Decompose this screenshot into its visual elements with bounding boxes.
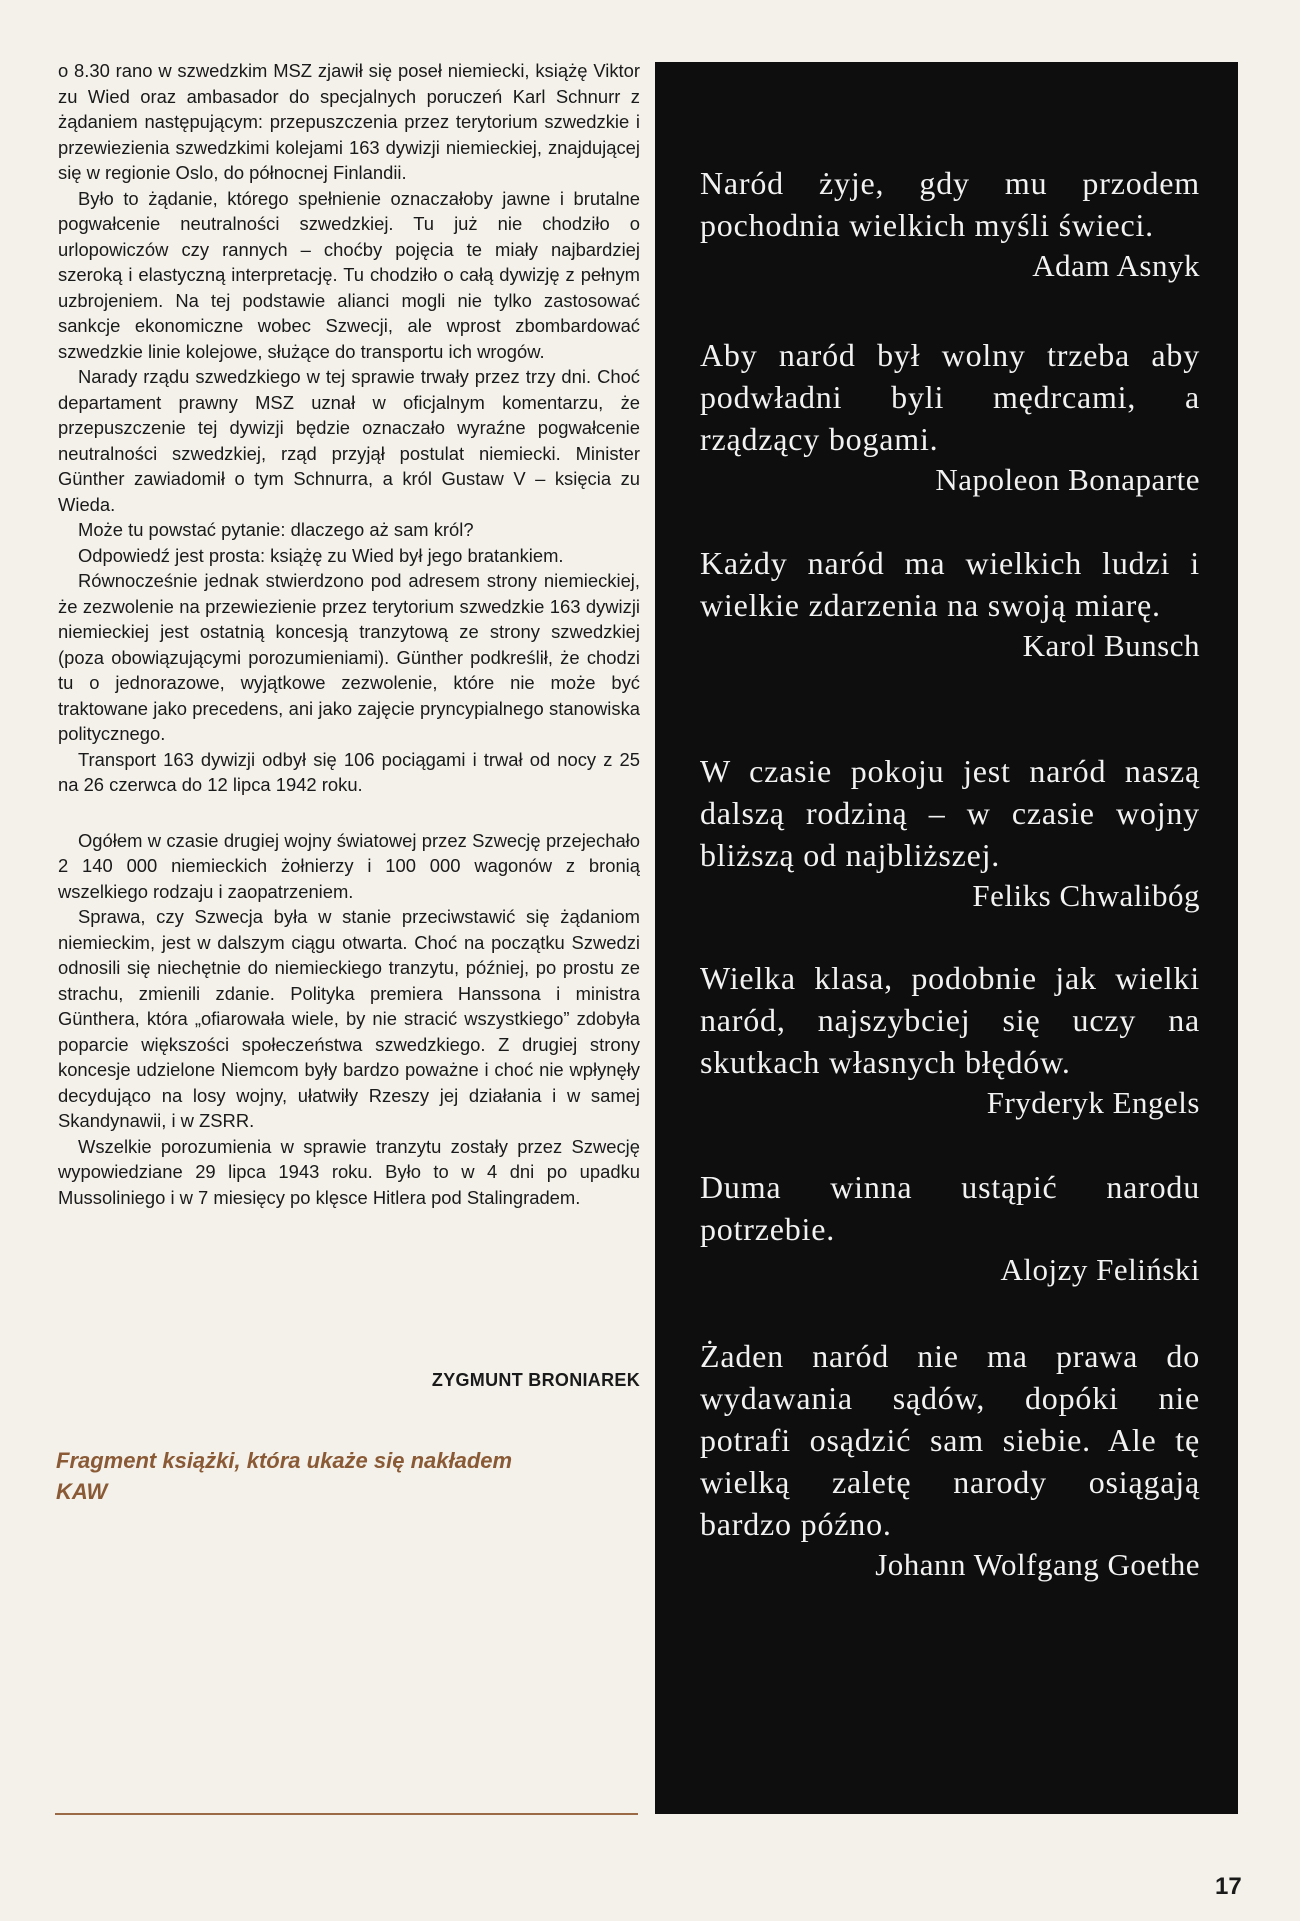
quote-text: Żaden naród nie ma prawa do wydawania sądów, dopóki nie potrafi osądzić sam siebie. Ale tę wielką zaletę narody osiągają bardzo późno.: [700, 1338, 1200, 1542]
article-paragraph: Równocześnie jednak stwierdzono pod adresem strony niemieckiej, że zezwolenie na przewiezienie przez terytorium szwedzkie 163 dywizji niemieckiej jest ostatnią koncesją tranzytową ze strony szwedzkiej (poza obowiązującymi porozumieniami). Günther podkreślił, że chodzi tu o jednorazowe, wyjątkowe zezwolenie, które nie może być traktowane jako precedens, ani jako zajęcie pryncypialnego stanowiska politycznego.: [58, 570, 640, 744]
article-paragraph: Sprawa, czy Szwecja była w stanie przeciwstawić się żądaniom niemieckim, jest w dalszym ciągu otwarta. Choć na początku Szwedzi odnosili się niechętnie do niemieckiego tranzytu, później, po prostu ze strachu, zmienili zdanie. Polityka premiera Hanssona i ministra Günthera, która „ofiarowała wiele, by nie stracić wszystkiego” zdobyła poparcie większości społeczeństwa szwedzkiego. Z drugiej strony koncesje udzielone Niemcom były bardzo poważne i choć nie wpłynęły decydująco na losy wojny, ułatwiły Rzeszy jej działania i w samej Skandynawii, i w ZSRR.: [58, 906, 640, 1131]
quote-block: [700, 1335, 1200, 1585]
article-paragraph: Transport 163 dywizji odbył się 106 pociągami i trwał od nocy z 25 na 26 czerwca do 12 lipca 1942 roku.: [58, 748, 640, 795]
quote-text: Naród żyje, gdy mu przodem pochodnia wielkich myśli świeci.: [700, 165, 1200, 243]
quote-text: Aby naród był wolny trzeba aby podwładni byli mędrcami, a rządzący bogami.: [700, 337, 1200, 457]
page-number: 17: [1215, 1873, 1242, 1900]
quote-text: Wielka klasa, podobnie jak wielki naród, najszybciej się uczy na skutkach własnych błędów.: [700, 960, 1200, 1080]
quote-author: Feliks Chwalibóg: [972, 878, 1200, 913]
quote-block: [700, 334, 1200, 500]
quote-block: [700, 162, 1200, 286]
quotes-panel: [655, 62, 1238, 1814]
quote-block: [700, 750, 1200, 916]
article-paragraph: Wszelkie porozumienia w sprawie tranzytu zostały przez Szwecję wypowiedziane 29 lipca 1943 roku. Było to w 4 dni po upadku Mussoliniego i w 7 miesięcy po klęsce Hitlera pod Stalingradem.: [58, 1135, 640, 1208]
quote-author: Napoleon Bonaparte: [935, 462, 1200, 497]
bottom-rule: [55, 1813, 638, 1815]
article-paragraph: o 8.30 rano w szwedzkim MSZ zjawił się poseł niemiecki, książę Viktor zu Wied oraz ambasador do specjalnych poruczeń Karl Schnurr z żądaniem następującym: przepuszczenia przez terytorium szwedzkie i przewiezienia szwedzkimi kolejami 163 dywizji niemieckiej, znajdującej się w regionie Oslo, do północnej Finlandii.: [58, 60, 640, 183]
quote-author: Fryderyk Engels: [986, 1085, 1200, 1120]
quote-text: W czasie pokoju jest naród naszą dalszą rodziną – w czasie wojny bliższą od najbliższej.: [700, 753, 1200, 873]
quote-block: [700, 542, 1200, 666]
article-paragraph: Było to żądanie, którego spełnienie oznaczałoby jawne i brutalne pogwałcenie neutralności szwedzkiej. Tu już nie chodziło o urlopowiczów czy rannych – choćby pojęcia te miały najbardziej szeroką i elastyczną interpretację. Tu chodziło o całą dywizję z pełnym uzbrojeniem. Na tej podstawie alianci mogli nie tylko zastosować sankcje ekonomiczne wobec Szwecji, ale wprost zbombardować szwedzkie linie kolejowe, służące do transportu ich wrogów.: [58, 187, 640, 362]
quote-block: [700, 957, 1200, 1123]
article-column: [58, 58, 640, 1210]
quote-author: Johann Wolfgang Goethe: [875, 1547, 1200, 1582]
quote-author: Alojzy Feliński: [1000, 1252, 1200, 1287]
article-paragraph: Narady rządu szwedzkiego w tej sprawie trwały przez trzy dni. Choć departament prawny MSZ uznał w oficjalnym komentarzu, że przepuszczenie tej dywizji będzie oznaczało wyraźne pogwałcenie neutralności szwedzkiej, rząd przyjął postulat niemiecki. Minister Günther zawiadomił o tym Schnurra, a król Gustaw V – księcia zu Wieda.: [58, 366, 640, 515]
article-author: ZYGMUNT BRONIAREK: [431, 1370, 640, 1390]
quote-author: Karol Bunsch: [1022, 628, 1200, 663]
article-paragraph: Może tu powstać pytanie: dlaczego aż sam król?: [78, 519, 474, 540]
book-fragment-note: Fragment książki, która ukaże się nakładem KAW: [56, 1448, 513, 1504]
article-paragraph: Odpowiedź jest prosta: książę zu Wied był jego bratankiem.: [78, 544, 564, 566]
quote-block: [700, 1166, 1200, 1290]
article-paragraph: Ogółem w czasie drugiej wojny światowej przez Szwecję przejechało 2 140 000 niemieckich żołnierzy i 100 000 wagonów z bronią wszelkiego rodzaju i zaopatrzeniem.: [58, 829, 640, 902]
quote-author: Adam Asnyk: [1032, 248, 1200, 283]
quote-text: Każdy naród ma wielkich ludzi i wielkie zdarzenia na swoją miarę.: [700, 545, 1200, 623]
quote-text: Duma winna ustąpić narodu potrzebie.: [700, 1169, 1200, 1247]
